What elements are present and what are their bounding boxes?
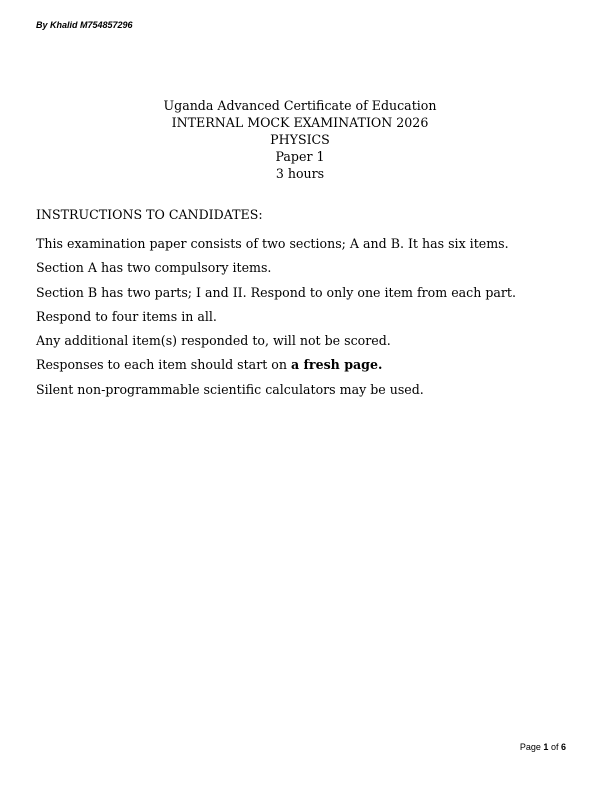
instruction-item: Any additional item(s) responded to, will not be scored. bbox=[36, 333, 391, 349]
page-word: Page bbox=[519, 742, 541, 752]
instruction-item: This examination paper consists of two sections; A and B. It has six items. bbox=[36, 236, 509, 251]
instructions-list bbox=[36, 232, 576, 402]
exam-duration: 3 hours bbox=[275, 166, 325, 181]
of-word: of bbox=[550, 742, 559, 752]
exam-board: Uganda Advanced Certificate of Education bbox=[163, 98, 437, 113]
fresh-page-emphasis: a fresh page. bbox=[290, 357, 383, 373]
exam-subject: PHYSICS bbox=[270, 132, 330, 147]
exam-title-block bbox=[0, 97, 600, 182]
instruction-item-fresh-page bbox=[36, 353, 576, 377]
fresh-page-prefix: Responses to each item should start on bbox=[36, 357, 291, 373]
exam-name: INTERNAL MOCK EXAMINATION 2026 bbox=[171, 115, 429, 130]
instruction-item: Section A has two compulsory items. bbox=[36, 260, 272, 276]
instruction-item-calculators: Silent non-programmable scientific calculators may be used. bbox=[36, 381, 424, 397]
instruction-item: Section B has two parts; I and II. Respond to only one item from each part. bbox=[36, 284, 516, 300]
total-pages: 6 bbox=[560, 742, 566, 752]
author-credit: By Khalid M754857296 bbox=[36, 20, 133, 30]
instruction-item: Respond to four items in all. bbox=[36, 308, 217, 324]
page-number bbox=[520, 742, 566, 752]
current-page: 1 bbox=[543, 742, 549, 752]
exam-paper: Paper 1 bbox=[275, 149, 325, 164]
instructions-heading: INSTRUCTIONS TO CANDIDATES: bbox=[36, 207, 263, 222]
